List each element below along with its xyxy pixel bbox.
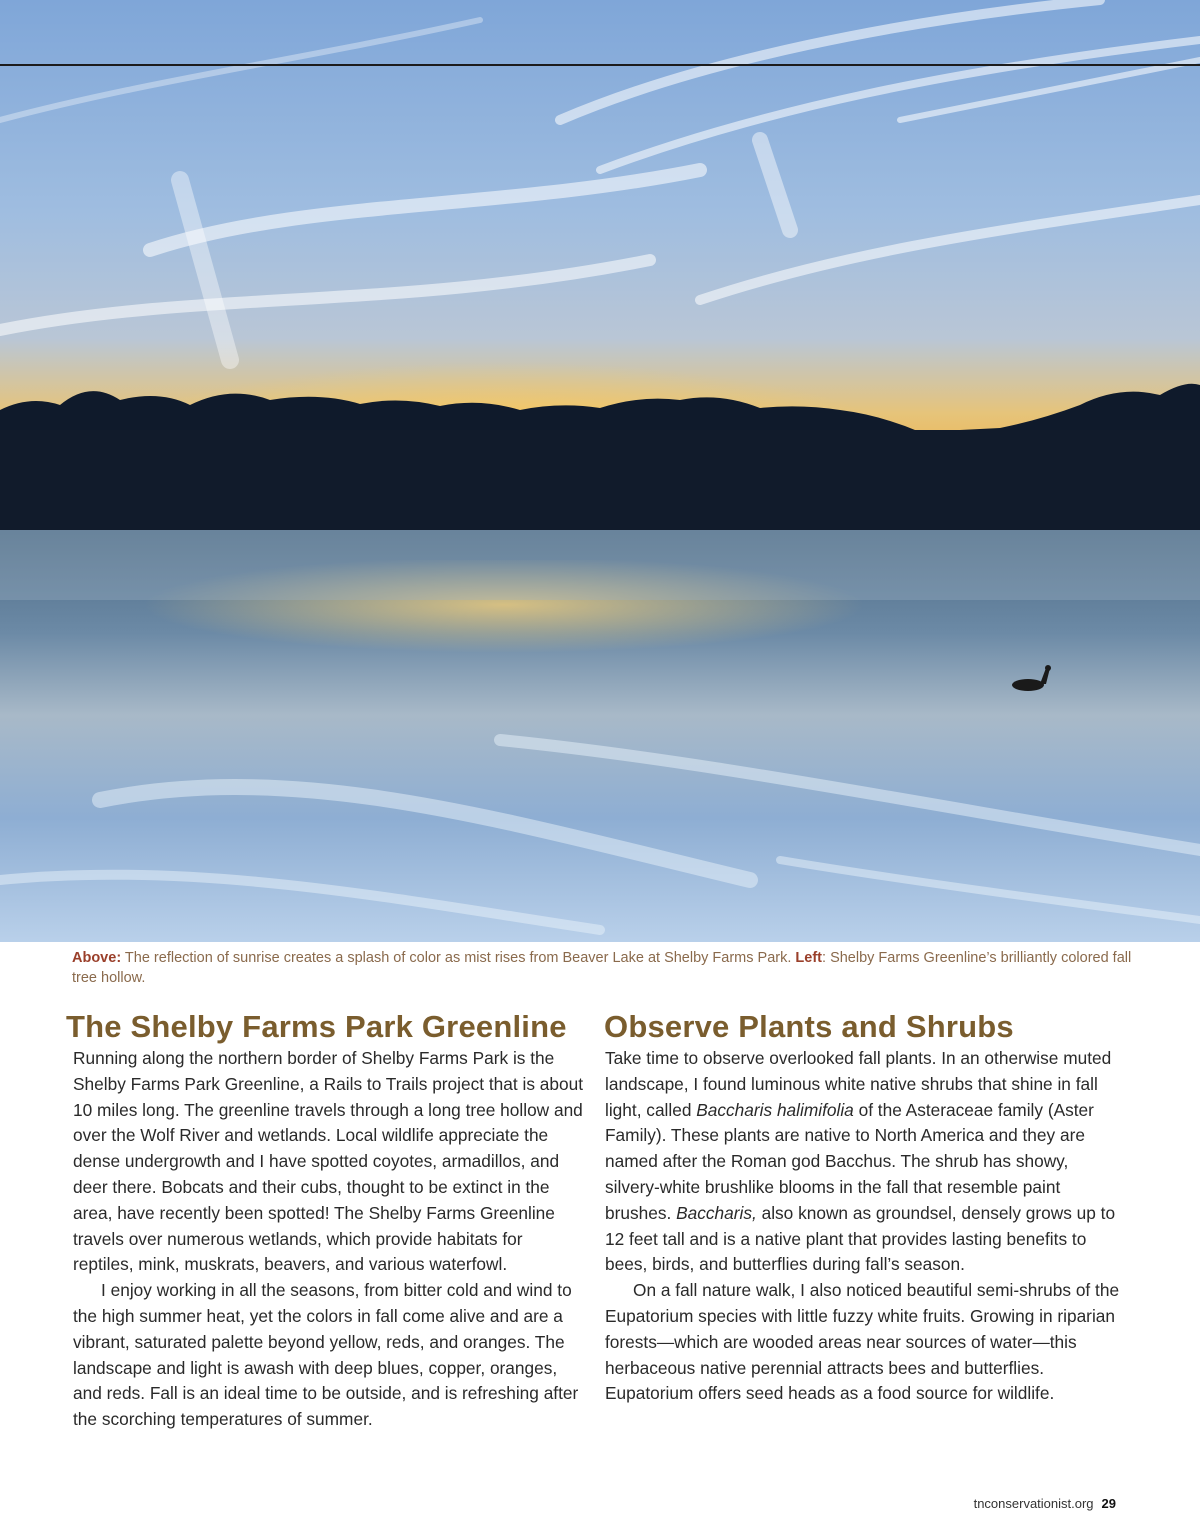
left-paragraph-2: I enjoy working in all the seasons, from bitter cold and wind to the high summer heat, yet the colors in fall come alive and are a vibrant, saturated palette beyond yellow, reds, and oranges. The landscape and light is awash with deep blues, copper, oranges, and reds. Fall is an ideal time to be outside, and is refreshing after the scorching temperatures of summer. <box>73 1280 579 1430</box>
right-p1-text-b: of the Asteraceae family (Aster Family). These plants are native to North America and they are named after the Roman god Bacchus. The shrub has showy, silvery-white brushlike blooms in the fall that resemble paint brushes. <box>605 1099 1094 1223</box>
right-column <box>604 1008 1124 1407</box>
right-paragraph-2: On a fall nature walk, I also noticed beautiful semi-shrubs of the Eupatorium species with little fuzzy white fruits. Growing in riparian forests—which are wooded areas near sources of water—this herbaceous native perennial attracts bees and butterflies. Eupatorium offers seed heads as a food source for wildlife. <box>605 1280 1120 1404</box>
left-heading: The Shelby Farms Park Greenline <box>66 1009 567 1044</box>
right-p1-text-a: Take time to observe overlooked fall plants. In an otherwise muted landscape, I found luminous white native shrubs that shine in fall light, called <box>605 1048 1112 1120</box>
caption-left-label: Left <box>795 950 823 966</box>
right-paragraph-1 <box>604 1046 1124 1278</box>
page-footer <box>974 1496 1116 1511</box>
species-name: Baccharis halimifolia <box>696 1099 854 1120</box>
caption-above-text: The reflection of sunrise creates a splash of color as mist rises from Beaver Lake at Shelby Farms Park. <box>121 950 796 966</box>
photo-caption <box>72 948 1132 988</box>
right-heading: Observe Plants and Shrubs <box>604 1009 1014 1044</box>
page-number: 29 <box>1101 1496 1116 1511</box>
top-rule <box>0 64 1200 66</box>
left-paragraph-1: Running along the northern border of Shelby Farms Park is the Shelby Farms Park Greenline, a Rails to Trails project that is about 10 miles long. The greenline travels through a long tree hollow and over the Wolf River and wetlands. Local wildlife appreciate the dense undergrowth and I have spotted coyotes, armadillos, and deer there. Bobcats and their cubs, thought to be extinct in the area, have recently been spotted! The Shelby Farms Greenline travels over numerous wetlands, which provide habitats for reptiles, mink, muskrats, beavers, and various waterfowl. <box>73 1048 584 1275</box>
caption-above-label: Above: <box>72 950 122 966</box>
caption-left-text: : Shelby Farms Greenline’s brilliantly colored fall tree hollow. <box>72 950 1132 986</box>
footer-site: tnconservationist.org <box>973 1496 1094 1511</box>
right-p1-text-c: also known as groundsel, densely grows up to 12 feet tall and is a native plant that provides lasting benefits to bees, birds, and butterflies during fall’s season. <box>605 1202 1116 1275</box>
left-column <box>66 1008 586 1433</box>
genus-name: Baccharis, <box>676 1202 757 1223</box>
